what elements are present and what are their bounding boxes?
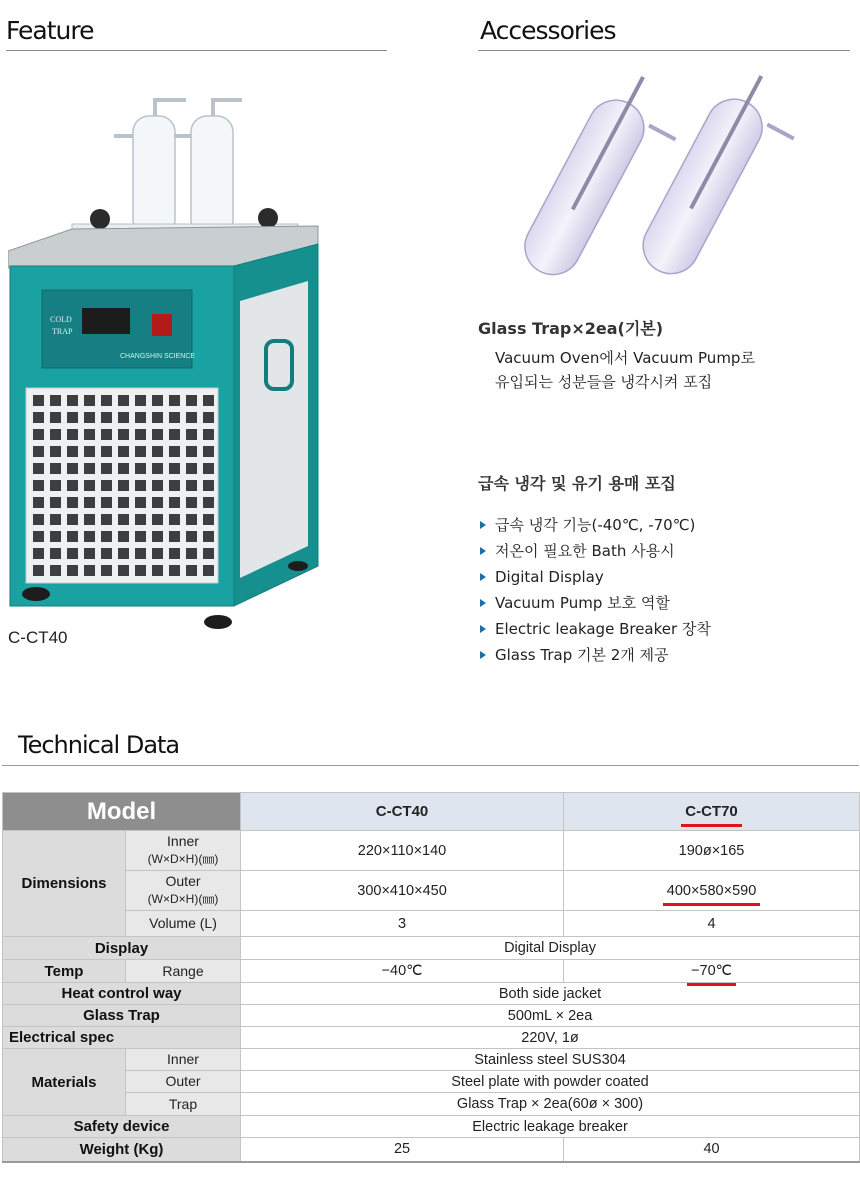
vent-hole xyxy=(67,463,78,474)
volume-label: Volume (L) xyxy=(126,911,241,937)
dim-inner-a: 220×110×140 xyxy=(241,831,564,871)
dim-outer-label: Outer (W×D×H)(㎜) xyxy=(126,871,241,911)
vent-hole xyxy=(169,446,180,457)
dim-outer-b xyxy=(564,871,860,911)
vent-hole xyxy=(118,429,129,440)
vent-hole xyxy=(84,497,95,508)
vent-hole xyxy=(203,480,214,491)
vent-hole xyxy=(169,565,180,576)
accessories-divider xyxy=(478,50,850,51)
vent-hole xyxy=(101,463,112,474)
vent-hole xyxy=(203,497,214,508)
vent-hole xyxy=(203,531,214,542)
vent-hole xyxy=(101,514,112,525)
volume-a: 3 xyxy=(241,911,564,937)
vent-hole xyxy=(33,514,44,525)
vent-hole xyxy=(152,446,163,457)
mat-inner-value: Stainless steel SUS304 xyxy=(241,1049,860,1071)
technical-divider xyxy=(2,765,859,766)
vent-hole xyxy=(118,463,129,474)
accessory-title: Glass Trap×2ea(기본) xyxy=(478,319,664,338)
vent-hole xyxy=(135,480,146,491)
temp-b-value: −70℃ xyxy=(691,963,732,979)
mat-outer-value: Steel plate with powder coated xyxy=(241,1071,860,1093)
vent-hole xyxy=(135,548,146,559)
vent-hole xyxy=(84,514,95,525)
vent-hole xyxy=(152,531,163,542)
vent-hole xyxy=(67,395,78,406)
weight-a: 25 xyxy=(241,1138,564,1162)
electrical-spec-label: Electrical spec xyxy=(3,1027,241,1049)
vent-hole xyxy=(152,497,163,508)
accessory-description xyxy=(495,346,755,394)
vent-hole xyxy=(50,412,61,423)
vent-hole xyxy=(203,548,214,559)
vent-hole xyxy=(33,548,44,559)
vent-hole xyxy=(33,429,44,440)
vent-hole xyxy=(84,446,95,457)
table-row xyxy=(3,1138,860,1162)
vent-hole xyxy=(118,548,129,559)
vent-hole xyxy=(84,463,95,474)
vent-hole xyxy=(186,565,197,576)
glass-trap-label: Glass Trap xyxy=(3,1005,241,1027)
vent-hole xyxy=(135,395,146,406)
table-row xyxy=(3,1116,860,1138)
vent-hole xyxy=(135,497,146,508)
volume-b: 4 xyxy=(564,911,860,937)
dim-outer-a: 300×410×450 xyxy=(241,871,564,911)
vent-hole xyxy=(67,497,78,508)
vent-hole xyxy=(84,395,95,406)
table-row xyxy=(3,831,860,871)
weight-b: 40 xyxy=(564,1138,860,1162)
vent-hole xyxy=(84,480,95,491)
vent-hole xyxy=(152,463,163,474)
table-row xyxy=(3,911,860,937)
vent-hole xyxy=(118,565,129,576)
vent-hole xyxy=(118,446,129,457)
vent-hole xyxy=(118,514,129,525)
vent-hole xyxy=(203,446,214,457)
vent-hole xyxy=(84,412,95,423)
vent-hole xyxy=(135,412,146,423)
feature-list xyxy=(478,512,711,668)
table-row xyxy=(3,1071,860,1093)
vent-hole xyxy=(101,429,112,440)
vent-hole xyxy=(67,429,78,440)
vent-hole xyxy=(186,531,197,542)
vent-hole xyxy=(169,429,180,440)
vent-hole xyxy=(186,497,197,508)
glass-trap-pair-top xyxy=(114,100,242,236)
vent-hole xyxy=(101,412,112,423)
vent-hole xyxy=(169,548,180,559)
safety-device-value: Electric leakage breaker xyxy=(241,1116,860,1138)
vent-hole xyxy=(152,514,163,525)
dimensions-label: Dimensions xyxy=(3,831,126,937)
vent-hole xyxy=(135,531,146,542)
vent-hole xyxy=(152,429,163,440)
display-value: Digital Display xyxy=(241,937,860,960)
panel-label-trap: TRAP xyxy=(52,327,73,336)
vent-hole xyxy=(67,412,78,423)
vent-hole xyxy=(50,514,61,525)
table-row xyxy=(3,1093,860,1116)
vent-hole xyxy=(203,514,214,525)
safety-device-label: Safety device xyxy=(3,1116,241,1138)
heat-control-value: Both side jacket xyxy=(241,983,860,1005)
vent-hole xyxy=(135,463,146,474)
vent-hole xyxy=(152,395,163,406)
vent-hole xyxy=(169,480,180,491)
vent-hole xyxy=(33,395,44,406)
vent-hole xyxy=(118,531,129,542)
vent-hole xyxy=(101,531,112,542)
model-header: Model xyxy=(3,793,241,831)
glass-trap-value: 500mL × 2ea xyxy=(241,1005,860,1027)
vent-hole xyxy=(118,497,129,508)
vent-hole xyxy=(203,565,214,576)
vent-hole xyxy=(33,446,44,457)
bullet-triangle-icon xyxy=(480,547,486,555)
vent-hole xyxy=(169,531,180,542)
table-row xyxy=(3,1005,860,1027)
table-row xyxy=(3,937,860,960)
vent-hole xyxy=(186,480,197,491)
table-row xyxy=(3,960,860,983)
accessory-desc-line: 유입되는 성분들을 냉각시켜 포집 xyxy=(495,373,713,391)
vent-hole xyxy=(186,429,197,440)
vent-hole xyxy=(84,565,95,576)
vent-hole xyxy=(203,395,214,406)
vent-hole xyxy=(50,548,61,559)
vent-hole xyxy=(84,531,95,542)
temp-b xyxy=(564,960,860,983)
vent-hole xyxy=(33,565,44,576)
vent-hole xyxy=(152,412,163,423)
vent-hole xyxy=(169,395,180,406)
bullet-triangle-icon xyxy=(480,625,486,633)
vent-hole xyxy=(186,395,197,406)
vent-hole xyxy=(33,497,44,508)
vent-hole xyxy=(169,497,180,508)
accessories-title: Accessories xyxy=(480,16,616,45)
feature-item: 저온이 필요한 Bath 사용시 xyxy=(478,538,711,564)
spec-table xyxy=(2,792,860,1163)
vent-hole xyxy=(118,412,129,423)
vent-hole xyxy=(84,429,95,440)
table-row xyxy=(3,1027,860,1049)
vent-hole xyxy=(135,446,146,457)
vent-hole xyxy=(101,395,112,406)
vent-hole xyxy=(33,463,44,474)
vent-hole xyxy=(50,395,61,406)
dim-inner-b: 190ø×165 xyxy=(564,831,860,871)
vent-hole xyxy=(152,565,163,576)
vent-hole xyxy=(101,480,112,491)
dim-inner-label: Inner (W×D×H)(㎜) xyxy=(126,831,241,871)
vent-hole xyxy=(67,480,78,491)
vent-hole xyxy=(118,395,129,406)
vent-hole xyxy=(50,463,61,474)
temp-range-label: Range xyxy=(126,960,241,983)
vent-hole xyxy=(135,514,146,525)
vent-hole xyxy=(50,446,61,457)
bullet-triangle-icon xyxy=(480,651,486,659)
vent-hole xyxy=(50,480,61,491)
vent-hole xyxy=(50,429,61,440)
feature-title: Feature xyxy=(6,16,94,45)
feature-item: Digital Display xyxy=(478,564,711,590)
vent-hole xyxy=(203,429,214,440)
mat-trap-label: Trap xyxy=(126,1093,241,1116)
vent-hole xyxy=(186,514,197,525)
vent-hole xyxy=(135,565,146,576)
vent-hole xyxy=(101,565,112,576)
vent-hole xyxy=(84,548,95,559)
vent-hole xyxy=(67,531,78,542)
mat-outer-label: Outer xyxy=(126,1071,241,1093)
accessory-desc-line: Vacuum Oven에서 Vacuum Pump로 xyxy=(495,349,755,367)
dim-outer-b-value: 400×580×590 xyxy=(666,882,757,899)
glass-trap-right xyxy=(633,63,805,294)
product-caption: C-CT40 xyxy=(8,628,68,647)
cold-trap-product-image xyxy=(8,96,328,636)
vent-hole xyxy=(67,514,78,525)
features-heading: 급속 냉각 및 유기 용매 포집 xyxy=(478,474,676,493)
vent-hole xyxy=(33,480,44,491)
materials-label: Materials xyxy=(3,1049,126,1116)
bullet-triangle-icon xyxy=(480,599,486,607)
bullet-triangle-icon xyxy=(480,521,486,529)
vent-hole xyxy=(67,565,78,576)
vent-hole xyxy=(203,463,214,474)
model-c-ct70-label: C-CT70 xyxy=(685,803,738,820)
feature-item: Glass Trap 기본 2개 제공 xyxy=(478,642,711,668)
model-c-ct40-header: C-CT40 xyxy=(241,793,564,831)
vent-hole xyxy=(152,480,163,491)
table-row xyxy=(3,793,860,831)
weight-label: Weight (Kg) xyxy=(3,1138,241,1162)
vent-hole xyxy=(33,531,44,542)
vent-hole xyxy=(118,480,129,491)
model-c-ct70-header xyxy=(564,793,860,831)
feature-item: Electric leakage Breaker 장착 xyxy=(478,616,711,642)
display-label: Display xyxy=(3,937,241,960)
vent-hole xyxy=(186,548,197,559)
vent-hole xyxy=(152,548,163,559)
panel-label-cold: COLD xyxy=(50,315,72,324)
table-row xyxy=(3,1049,860,1071)
technical-data-title: Technical Data xyxy=(18,731,180,759)
vent-hole xyxy=(101,548,112,559)
vent-hole xyxy=(67,548,78,559)
mat-inner-label: Inner xyxy=(126,1049,241,1071)
vent-hole xyxy=(50,565,61,576)
vent-hole xyxy=(203,412,214,423)
vent-hole xyxy=(33,412,44,423)
feature-item: 급속 냉각 기능(-40℃, -70℃) xyxy=(478,512,711,538)
vent-hole xyxy=(50,497,61,508)
vent-hole xyxy=(169,514,180,525)
vent-hole xyxy=(101,497,112,508)
mat-trap-value: Glass Trap × 2ea(60ø × 300) xyxy=(241,1093,860,1116)
feature-item: Vacuum Pump 보호 역할 xyxy=(478,590,711,616)
vent-hole xyxy=(101,446,112,457)
vent-grill xyxy=(33,395,214,576)
vent-hole xyxy=(186,412,197,423)
vent-hole xyxy=(186,463,197,474)
vent-hole xyxy=(169,463,180,474)
vent-hole xyxy=(186,446,197,457)
vent-hole xyxy=(135,429,146,440)
vent-hole xyxy=(50,531,61,542)
temp-a: −40℃ xyxy=(241,960,564,983)
electrical-spec-value: 220V, 1ø xyxy=(241,1027,860,1049)
vent-hole xyxy=(67,446,78,457)
temp-label: Temp xyxy=(3,960,126,983)
table-row xyxy=(3,871,860,911)
bullet-triangle-icon xyxy=(480,573,486,581)
heat-control-label: Heat control way xyxy=(3,983,241,1005)
vent-hole xyxy=(169,412,180,423)
glass-trap-accessory-image xyxy=(505,62,805,294)
feature-divider xyxy=(6,50,387,51)
panel-brand: CHANGSHIN SCIENCE xyxy=(120,353,196,360)
